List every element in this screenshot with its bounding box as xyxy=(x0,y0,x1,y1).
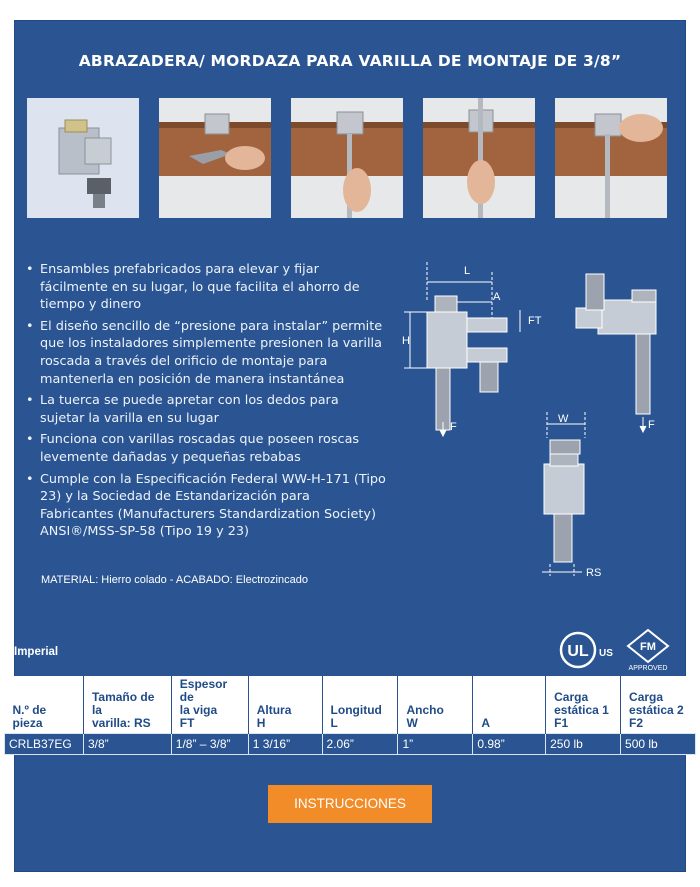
column-header: Ancho W xyxy=(398,676,473,734)
product-photo xyxy=(27,98,139,218)
diagram-label-f: F xyxy=(450,421,457,433)
bullet: • xyxy=(26,318,34,334)
dimension-diagram xyxy=(390,252,682,588)
table-cell: 2.06” xyxy=(322,734,398,755)
feature-text: Cumple con la Especificación Federal WW-H-171 (Tipo 23) y la Sociedad de Estandarización para Fabricantes (Manufacturers Standardization Society) ANSI®/MSS-SP-58 (Tipo 19 y 23) xyxy=(40,471,386,540)
feature-item xyxy=(26,318,386,388)
column-header: Carga estática 2 F2 xyxy=(621,676,696,734)
ul-us-text: US xyxy=(599,648,613,659)
fm-approved-logo xyxy=(624,628,672,672)
table-cell: 1” xyxy=(398,734,473,755)
fm-approved-text: APPROVED xyxy=(628,665,668,672)
installation-photo xyxy=(423,98,535,218)
material-note: MATERIAL: Hierro colado - ACABADO: Electrozincado xyxy=(41,574,308,586)
feature-list xyxy=(26,261,386,545)
installation-photo xyxy=(291,98,403,218)
table-cell: 0.98” xyxy=(473,734,546,755)
table-cell: 250 lb xyxy=(546,734,621,755)
bullet: • xyxy=(26,393,34,409)
diagram-label-w: W xyxy=(558,413,569,425)
feature-item xyxy=(26,471,386,541)
column-header: A xyxy=(473,676,546,734)
column-header: Longitud L xyxy=(322,676,398,734)
diagram-label-h: H xyxy=(402,335,410,347)
column-header: Tamaño de la varilla: RS xyxy=(83,676,171,734)
column-header: Espesor de la viga FT xyxy=(171,676,248,734)
feature-item xyxy=(26,431,386,466)
table-cell: 1/8” – 3/8” xyxy=(171,734,248,755)
feature-text: La tuerca se puede apretar con los dedos para sujetar la varilla en su lugar xyxy=(40,393,339,426)
feature-item xyxy=(26,392,386,427)
column-header: N.º de pieza xyxy=(5,676,84,734)
feature-item xyxy=(26,261,386,314)
ul-listed-logo xyxy=(558,628,616,672)
diagram-label-ft: FT xyxy=(528,315,542,327)
bullet: • xyxy=(26,432,34,448)
diagram-label-l: L xyxy=(464,265,471,277)
table-cell: 500 lb xyxy=(621,734,696,755)
feature-text: El diseño sencillo de “presione para instalar” permite que los instaladores simplemente presionen la varilla roscada a través del orificio de montaje para mantenerla en posición de manera instantánea xyxy=(40,318,383,387)
diagram-label-f: F xyxy=(648,419,655,431)
instructions-button[interactable]: INSTRUCCIONES xyxy=(268,785,432,823)
feature-text: Funciona con varillas roscadas que poseen roscas levemente dañadas y pequeñas rebabas xyxy=(40,432,360,465)
page-title: ABRAZADERA/ MORDAZA PARA VARILLA DE MONTAJE DE 3/8” xyxy=(78,52,622,70)
ul-logo-text: UL xyxy=(567,643,589,660)
installation-photo xyxy=(555,98,667,218)
diagram-label-a: A xyxy=(493,291,501,303)
table-row xyxy=(5,734,696,755)
table-cell: CRLB37EG xyxy=(5,734,84,755)
fm-logo-text: FM xyxy=(640,641,656,653)
column-header: Altura H xyxy=(248,676,322,734)
section-label: Imperial xyxy=(14,646,59,658)
spec-table xyxy=(4,676,696,755)
installation-photo xyxy=(159,98,271,218)
feature-text: Ensambles prefabricados para elevar y fijar fácilmente en su lugar, lo que facilita el ahorro de tiempo y dinero xyxy=(40,262,360,313)
bullet: • xyxy=(26,471,34,487)
column-header: Carga estática 1 F1 xyxy=(546,676,621,734)
table-header-row xyxy=(5,676,696,734)
diagram-label-rs: RS xyxy=(586,567,602,579)
table-cell: 3/8” xyxy=(83,734,171,755)
bullet: • xyxy=(26,262,34,277)
table-cell: 1 3/16” xyxy=(248,734,322,755)
